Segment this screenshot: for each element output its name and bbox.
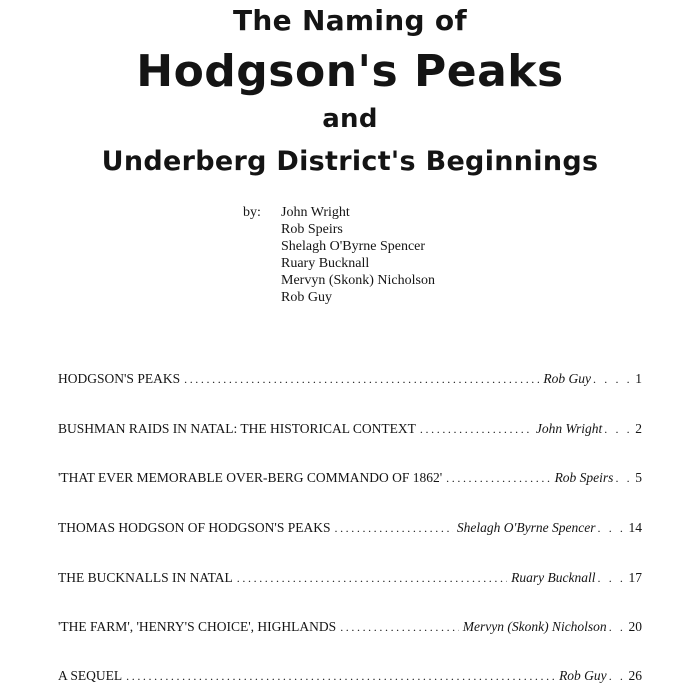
toc-leader-dots [334,521,452,536]
toc-entry-author: Rob Speirs [554,470,614,485]
toc-entry-title: THOMAS HODGSON OF HODGSON'S PEAKS [58,520,331,535]
toc-leader-dots [420,422,532,437]
toc-entry [58,570,642,588]
toc-trailing-dots: . . . . [593,372,633,386]
toc-entry-author: Mervyn (Skonk) Nicholson [462,619,607,634]
toc-entry-title: BUSHMAN RAIDS IN NATAL: THE HISTORICAL CONTEXT [58,421,416,436]
toc-entry-page: 20 [628,619,642,634]
author-name: John Wright [281,205,350,220]
title-line-1: The Naming of [233,4,467,37]
toc-entry-author: Rob Guy [559,668,607,683]
author-name: Mervyn (Skonk) Nicholson [281,273,435,288]
toc-trailing-dots: . . . [604,422,633,436]
toc-entry-page: 14 [628,520,642,535]
title-line-3: and [322,104,378,134]
toc-leader-dots [237,571,507,586]
toc-entry-page: 5 [635,470,642,485]
toc-leader-dots [184,372,539,387]
toc-trailing-dots: . . [608,620,626,634]
toc-entry-page: 26 [628,668,642,683]
toc-entry [58,619,642,637]
toc-entry-title: HODGSON'S PEAKS [58,371,181,386]
toc-entry-page: 2 [635,421,642,436]
author-name: Ruary Bucknall [281,256,370,271]
toc-entry-title: 'THAT EVER MEMORABLE OVER-BERG COMMANDO OF 1862' [58,470,443,485]
toc-trailing-dots: . . [608,669,626,683]
toc-entry-title: THE BUCKNALLS IN NATAL [58,570,233,585]
author-list [281,204,435,306]
toc-entry [58,668,642,686]
toc-entry [58,520,642,538]
toc-entry [58,421,642,439]
toc-entry-page: 17 [628,570,642,585]
toc-entry [58,470,642,488]
toc-entry [58,371,642,389]
toc-entry-author: Ruary Bucknall [511,570,596,585]
toc-entry-page: 1 [635,371,642,386]
byline [243,204,435,306]
toc-entry-title: A SEQUEL [58,668,123,683]
toc-trailing-dots: . . [615,471,633,485]
title-line-4: Underberg District's Beginnings [101,146,599,177]
toc-entry-author: Rob Guy [543,371,592,386]
toc-leader-dots [446,471,550,486]
toc-leader-dots [340,620,459,635]
author-name: Rob Guy [281,290,332,305]
author-name: Shelagh O'Byrne Spencer [281,239,426,254]
author-name: Rob Speirs [281,222,343,237]
toc-trailing-dots: . . . [597,521,626,535]
toc-entry-author: John Wright [535,421,603,436]
title-line-2: Hodgson's Peaks [136,46,564,97]
toc-leader-dots [126,669,555,684]
toc-trailing-dots: . . . [597,571,626,585]
toc-entry-author: Shelagh O'Byrne Spencer [456,520,596,535]
byline-label: by: [243,205,261,220]
toc-entry-title: 'THE FARM', 'HENRY'S CHOICE', HIGHLANDS [58,619,337,634]
